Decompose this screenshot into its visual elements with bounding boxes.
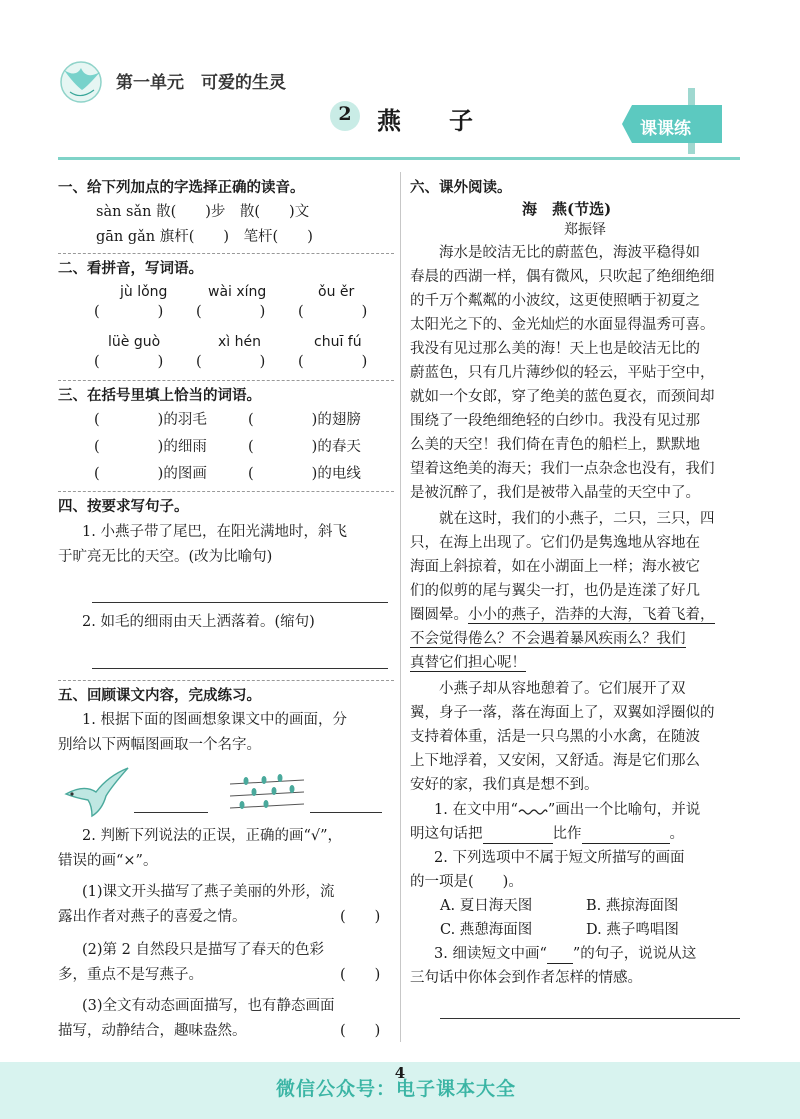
answer-box[interactable]: ( ): [196, 304, 266, 320]
p1-line: 么美的天空！我们倚在青色的船栏上，默默地: [410, 437, 700, 453]
s4-q2: 2. 如毛的细雨由天上洒落着。(缩句): [82, 614, 315, 630]
answer-box[interactable]: ( ): [298, 304, 368, 320]
option-a[interactable]: A. 夏日海天图: [440, 898, 533, 914]
underlined-sentence: 真替它们担心呢！: [410, 655, 526, 671]
section-2-title: 二、看拼音，写词语。: [58, 261, 203, 277]
s3-row-2-right[interactable]: ( )的春天: [248, 439, 361, 455]
option-c[interactable]: C. 燕憩海面图: [440, 922, 533, 938]
judge-2-line-1: (2)第 2 自然段只是描写了春天的色彩: [82, 942, 324, 958]
answer-box[interactable]: ( ): [298, 354, 368, 370]
watermark: 微信公众号：电子课本大全: [276, 1078, 517, 1100]
judge-1-line-2: 露出作者对燕子的喜爱之情。: [58, 909, 247, 925]
s1-row-1: sàn sǎn 散( )步 散( )文: [96, 204, 310, 220]
picture-name-blank-1[interactable]: [134, 812, 208, 813]
p1-line: 太阳光之下的、金光灿烂的水面显得温秀可喜。: [410, 317, 715, 333]
p2-underlined-line: [410, 629, 686, 649]
p3-line: 小燕子却从容地憩着了。它们展开了双: [410, 681, 686, 697]
section-divider: [58, 680, 394, 681]
s5-q2-line-2: 错误的画“×”。: [58, 853, 158, 869]
section-4-title: 四、按要求写句子。: [58, 499, 189, 515]
pinyin-3: ǒu ěr: [318, 284, 355, 300]
p2-line: 就在这时，我们的小燕子，二只，三只，四: [410, 511, 715, 527]
pinyin-4: lüè guò: [108, 334, 161, 350]
section-divider: [58, 253, 394, 254]
s4-q1-line-1: 1. 小燕子带了尾巴，在阳光满地时，斜飞: [82, 524, 347, 540]
page-number: 4: [394, 1064, 406, 1082]
answer-blank[interactable]: [582, 828, 670, 844]
column-divider: [400, 172, 401, 1042]
p3-line: 安好的家，我们真是想不到。: [410, 777, 599, 793]
answer-line[interactable]: [92, 602, 388, 603]
s4-q1-line-2: 于旷亮无比的天空。(改为比喻句): [58, 549, 273, 565]
p2-line-mixed: [410, 605, 715, 625]
s5-q1-line-1: 1. 根据下面的图画想象课文中的画面，分: [82, 712, 347, 728]
answer-line[interactable]: [440, 1018, 740, 1019]
p1-line: 我没有见过那么美的海！天上也是皎洁无比的: [410, 341, 700, 357]
p2-line: 海面上斜掠着，如在小湖面上一样；海水被它: [410, 559, 700, 575]
p1-line: 的千万个粼粼的小波纹，这更使照晒于初夏之: [410, 293, 700, 309]
underlined-sentence: 不会觉得倦么？不会遇着暴风疾雨么？我们: [410, 631, 686, 647]
q1-line-2: 明这句话把 比作 。: [410, 826, 684, 842]
p1-line: 围绕了一段绝细绝轻的白纱巾。我没有见过那: [410, 413, 700, 429]
p1-line: 蔚蓝色，只有几片薄纱似的轻云，平贴于空中，: [410, 365, 715, 381]
lesson-badge: 课课练: [640, 119, 691, 139]
p2-underlined-line: [410, 653, 526, 673]
p2-line: 只，在海上出现了。它们仍是隽逸地从容地在: [410, 535, 700, 551]
right-column: [410, 0, 744, 1060]
lesson-title: 燕 子: [377, 106, 473, 135]
birds-on-wires-icon: [230, 770, 304, 818]
p2-plain: 圈圆晕。: [410, 607, 468, 623]
p1-line: 就如一个女郎，穿了绝美的蓝色夏衣，而颈间却: [410, 389, 715, 405]
p1-line: 是被沉醉了，我们是被带入晶莹的天空中了。: [410, 485, 700, 501]
judge-1-line-1: (1)课文开头描写了燕子美丽的外形，流: [82, 884, 335, 900]
p3-line: 翼，身子一落，落在海面上了，双翼如浮圈似的: [410, 705, 715, 721]
p1-line: 海水是皎洁无比的蔚蓝色，海波平稳得如: [410, 245, 700, 261]
q1-line-1: [434, 800, 700, 820]
judge-3-line-1: (3)全文有动态画面描写，也有静态画面: [82, 998, 335, 1014]
judge-1-answer[interactable]: ( ): [340, 909, 381, 925]
s5-q2-line-1: 2. 判断下列说法的正误，正确的画“√”，: [82, 828, 343, 844]
p1-line: 望着这绝美的海天；我们一点杂念也没有，我们: [410, 461, 715, 477]
option-b[interactable]: B. 燕掠海面图: [586, 898, 679, 914]
q2-line-1: 2. 下列选项中不属于短文所描写的画面: [434, 850, 685, 866]
section-divider: [58, 380, 394, 381]
straight-underline-sample: [547, 948, 573, 964]
judge-3-answer[interactable]: ( ): [340, 1023, 381, 1039]
wavy-underline-icon: [518, 802, 548, 816]
section-3-title: 三、在括号里填上恰当的词语。: [58, 388, 261, 404]
answer-blank[interactable]: [483, 828, 553, 844]
answer-box[interactable]: ( ): [94, 354, 164, 370]
p3-line: 上下地浮着，又安闲，又舒适。海是它们那么: [410, 753, 700, 769]
judge-2-answer[interactable]: ( ): [340, 967, 381, 983]
answer-box[interactable]: ( ): [94, 304, 164, 320]
q2-line-2: 的一项是( )。: [410, 874, 523, 890]
q1-text: 明这句话把: [410, 826, 483, 842]
s1-row-2: gān gǎn 旗杆( ) 笔杆( ): [96, 229, 313, 245]
option-d[interactable]: D. 燕子鸣唱图: [586, 922, 679, 938]
article-title: 海 燕(节选): [522, 200, 612, 218]
s3-row-1-left[interactable]: ( )的羽毛: [94, 412, 207, 428]
pinyin-1: jù lǒng: [120, 284, 168, 300]
judge-3-line-2: 描写，动静结合，趣味盎然。: [58, 1023, 247, 1039]
q1-text: 1. 在文中用“: [434, 802, 518, 818]
p2-line: 们的似剪的尾与翼尖一打，也仍是连漾了好几: [410, 583, 700, 599]
swallow-picture-icon: [62, 766, 132, 820]
q3-line-1: [434, 944, 696, 964]
underlined-sentence: 小小的燕子，浩莽的大海，飞着飞着，: [468, 607, 715, 623]
answer-line[interactable]: [92, 668, 388, 669]
section-6-title: 六、课外阅读。: [410, 180, 512, 196]
p1-line: 春晨的西湖一样，偶有微风，只吹起了绝细绝细: [410, 269, 715, 285]
section-divider: [58, 491, 394, 492]
s3-row-1-right[interactable]: ( )的翅膀: [248, 412, 361, 428]
q3-text: ”的句子，说说从这: [572, 946, 697, 962]
left-column: [58, 0, 394, 1060]
s5-q1-line-2: 别给以下两幅图画取一个名字。: [58, 737, 261, 753]
q3-text: 3. 细读短文中画“: [434, 946, 547, 962]
s3-row-2-left[interactable]: ( )的细雨: [94, 439, 207, 455]
article-author: 郑振铎: [564, 222, 606, 238]
pinyin-2: wài xíng: [208, 284, 267, 300]
section-5-title: 五、回顾课文内容，完成练习。: [58, 688, 261, 704]
p3-line: 支持着体重，活是一只乌黑的小水禽，在随波: [410, 729, 700, 745]
q1-text: 比作: [552, 826, 582, 842]
section-1-title: 一、给下列加点的字选择正确的读音。: [58, 180, 305, 196]
answer-box[interactable]: ( ): [196, 354, 266, 370]
lesson-number: 2: [338, 103, 352, 125]
pinyin-6: chuī fú: [314, 334, 362, 350]
judge-2-line-2: 多，重点不是写燕子。: [58, 967, 203, 983]
unit-title: 第一单元 可爱的生灵: [116, 73, 286, 93]
pinyin-5: xì hén: [218, 334, 261, 350]
q1-text: ”画出一个比喻句，并说: [547, 802, 701, 818]
s3-row-3-left[interactable]: ( )的图画: [94, 466, 207, 482]
picture-name-blank-2[interactable]: [310, 812, 382, 813]
q3-line-2: 三句话中你体会到作者怎样的情感。: [410, 970, 642, 986]
s3-row-3-right[interactable]: ( )的电线: [248, 466, 361, 482]
